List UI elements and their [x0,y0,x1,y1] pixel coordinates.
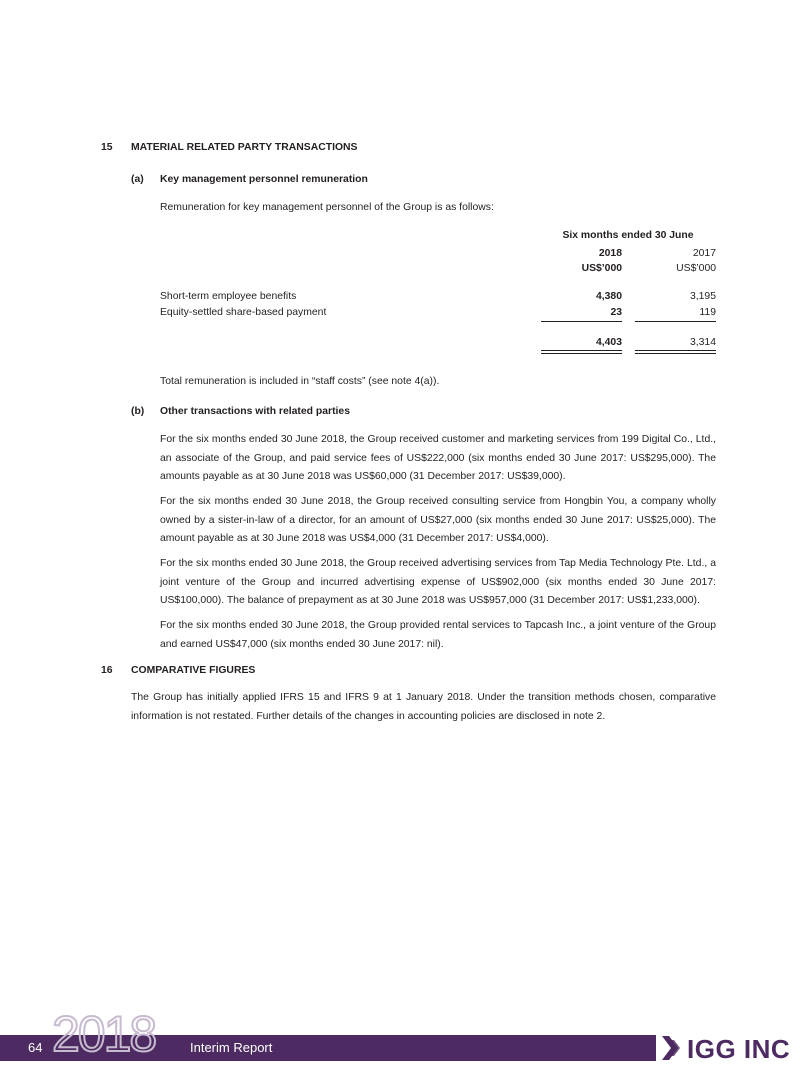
section-16-title: COMPARATIVE FIGURES [131,665,256,676]
subtotal-rule-current [541,321,622,322]
subsection-a-heading: Key management personnel remuneration [160,174,368,185]
chevron-logo-icon [660,1034,686,1062]
table-year-prior: 2017 [692,248,716,259]
total-double-rule-current [541,350,622,354]
table-year-current: 2018 [598,248,622,259]
table-unit-current: US$’000 [581,263,622,274]
total-double-rule-prior [635,350,716,354]
total-prior-value: 3,314 [689,337,716,348]
row-label: Equity-settled share-based payment [160,307,327,318]
row-current-value: 23 [610,307,622,318]
remuneration-note: Total remuneration is included in “staff costs” (see note 4(a)). [160,376,440,387]
subsection-a-label: (a) [131,174,144,185]
comparative-figures-text: The Group has initially applied IFRS 15 and IFRS 9 at 1 January 2018. Under the transition methods chosen, comparative information is not restated. Further details of the changes in accounting policies are disclosed in note 2. [131,692,716,722]
company-logo-text: IGG INC [687,1034,791,1064]
row-prior-value: 119 [699,307,716,318]
subtotal-rule-prior [635,321,716,322]
table-unit-prior: US$’000 [676,263,716,274]
row-current-value: 4,380 [595,291,622,302]
total-current-value: 4,403 [595,337,622,348]
row-label: Short-term employee benefits [160,291,297,302]
section-16-number: 16 [101,665,113,676]
related-party-paragraph-3: For the six months ended 30 June 2018, the Group received advertising services from Tap Media Technology Pte. Ltd., a joint venture of the Group and incurred advertising expense of US$902,000 (six months ended 30 June 2017: US$100,000). The balance of prepayment as at 30 June 2018 was US$957,000 (31 December 2017: US$1,233,000). [160,558,716,607]
row-prior-value: 3,195 [689,291,716,302]
section-15-number: 15 [101,142,113,153]
report-title: Interim Report [190,1040,273,1055]
remuneration-intro: Remuneration for key management personnel of the Group is as follows: [160,202,494,213]
subsection-b-label: (b) [131,406,145,417]
section-15-title: MATERIAL RELATED PARTY TRANSACTIONS [131,142,358,153]
footer-year-logo: 2018 [52,1006,156,1062]
table-period-header: Six months ended 30 June [562,230,694,241]
related-party-paragraph-4: For the six months ended 30 June 2018, the Group provided rental services to Tapcash Inc., a joint venture of the Group and earned US$47,000 (six months ended 30 June 2017: nil). [160,620,716,650]
related-party-paragraph-1: For the six months ended 30 June 2018, the Group received customer and marketing services from 199 Digital Co., Ltd., an associate of the Group, and paid service fees of US$222,000 (six months ended 30 June 2017: US$295,000). The amounts payable as at 30 June 2018 was US$60,000 (31 December 2017: US$39,000). [160,434,716,483]
subsection-b-heading: Other transactions with related parties [160,406,350,417]
page-number: 64 [28,1040,43,1055]
related-party-paragraph-2: For the six months ended 30 June 2018, the Group received consulting service from Hongbin You, a company wholly owned by a sister-in-law of a director, for an amount of US$27,000 (six months ended 30 June 2017: US$25,000). The amount payable as at 30 June 2018 was US$4,000 (31 December 2017: US$4,000). [160,496,716,545]
